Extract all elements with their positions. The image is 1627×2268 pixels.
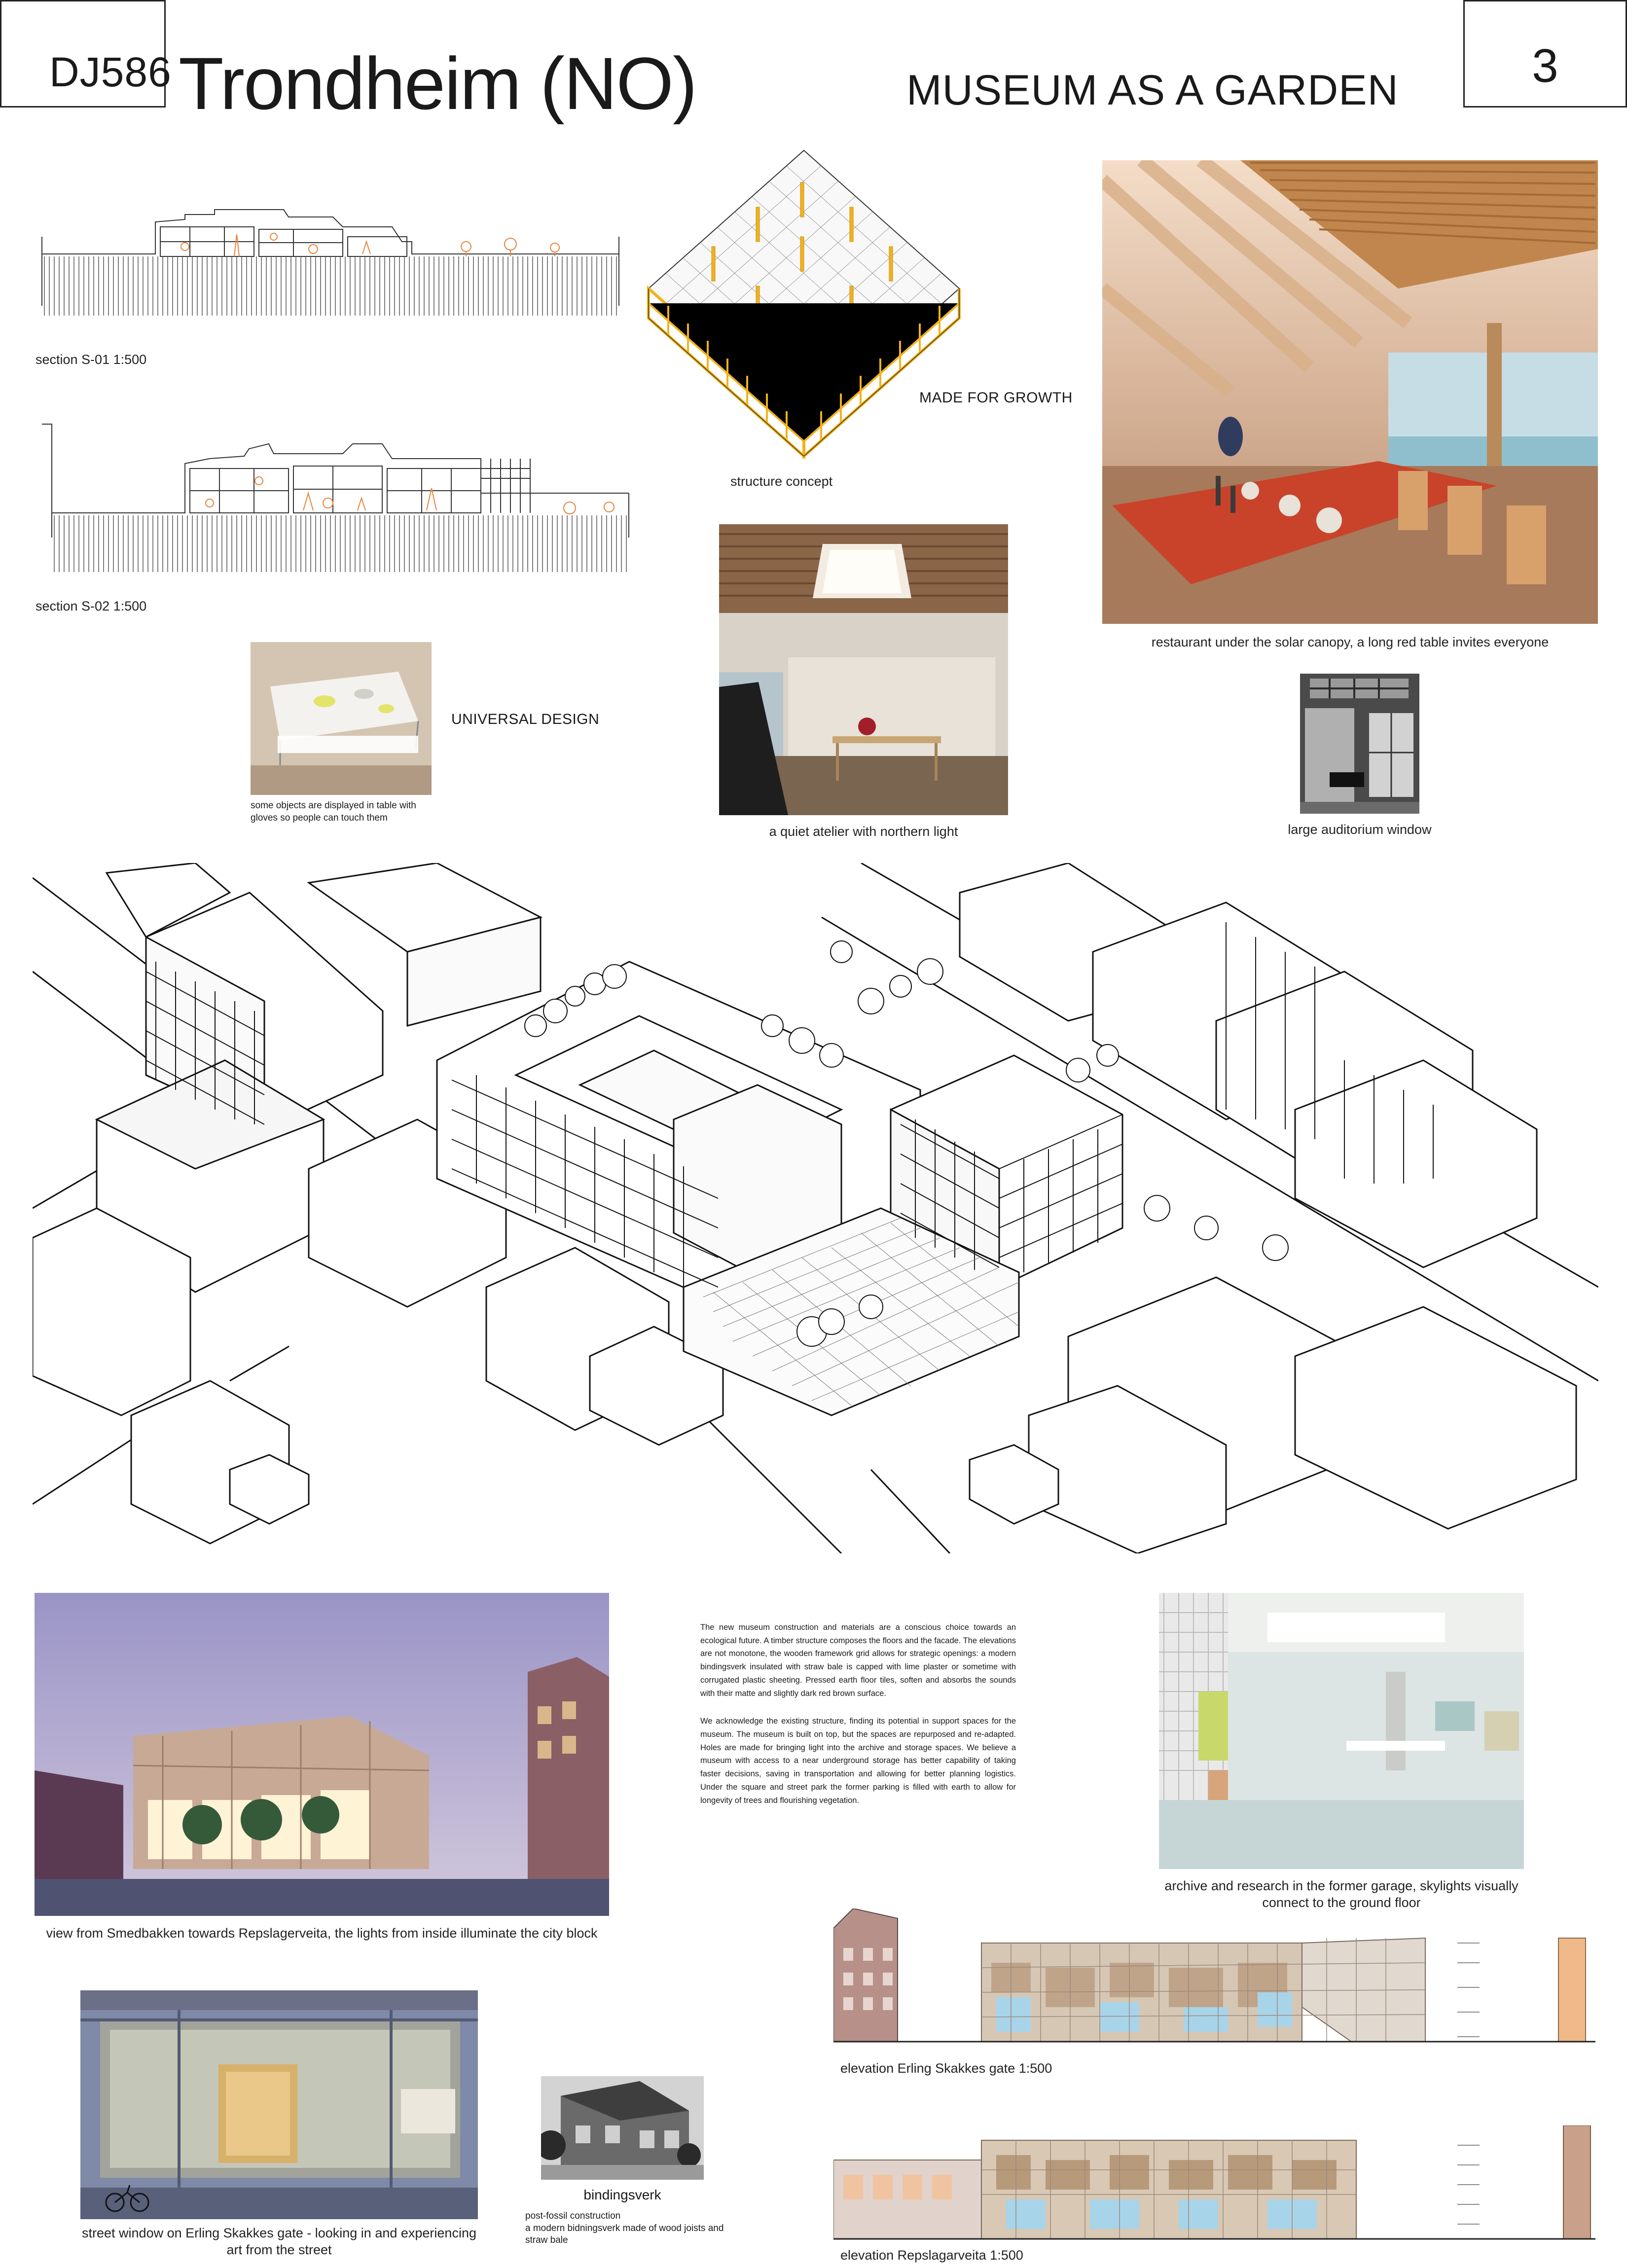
restaurant-render xyxy=(1102,160,1598,624)
street-window-render xyxy=(80,1990,478,2219)
project-title: MUSEUM AS A GARDEN xyxy=(906,67,1399,114)
page-title: Trondheim (NO) xyxy=(179,42,696,125)
structure-concept-caption: structure concept xyxy=(730,474,833,489)
gloves-table-caption: some objects are displayed in table with gloves so people can touch them xyxy=(251,800,416,823)
auditorium-caption: large auditorium window xyxy=(1288,822,1432,837)
bindingsverk-caption: post-fossil construction a modern bidningsverk made of wood joists and straw bale xyxy=(525,2211,724,2246)
bindingsverk-photo xyxy=(541,2076,704,2180)
smedbakken-night-render xyxy=(35,1593,609,1916)
section-s01-drawing xyxy=(37,207,621,318)
archive-caption: archive and research in the former garage, skylights visually connect to the ground floor xyxy=(1164,1878,1519,1910)
section-s01-caption: section S-01 1:500 xyxy=(36,352,147,367)
section-s02-caption: section S-02 1:500 xyxy=(36,599,147,613)
description-paragraph-1: The new museum construction and materials are a conscious choice towards an ecological future. A timber structure composes the floors and the facade. The elevations are not monotone, the wooden framework grid allows for strategic openings: a modern bindingsverk insulated with straw bale is capped with lime plaster or sometime with corrugated plastic sheeting. Pressed earth floor tiles, soften and absorbs the sounds with their matte and slightly dark red brown surface. xyxy=(700,1623,1016,1698)
elevation-erling-caption: elevation Erling Skakkes gate 1:500 xyxy=(840,2061,1052,2076)
street-window-caption: street window on Erling Skakkes gate - looking in and experiencing art from the street xyxy=(82,2226,476,2257)
page-number: 3 xyxy=(1532,39,1558,92)
project-description xyxy=(700,1621,1016,1822)
atelier-caption: a quiet atelier with northern light xyxy=(769,824,958,839)
elevation-repslagarveita-caption: elevation Repslagarveita 1:500 xyxy=(840,2248,1023,2263)
archive-render xyxy=(1159,1593,1524,1869)
smedbakken-caption: view from Smedbakken towards Repslagerveita, the lights from inside illuminate the city block xyxy=(46,1926,598,1941)
project-code: DJ586 xyxy=(49,49,172,95)
restaurant-caption: restaurant under the solar canopy, a long red table invites everyone xyxy=(1151,635,1549,649)
atelier-render xyxy=(719,524,1008,815)
section-s02-drawing xyxy=(37,419,639,577)
auditorium-photo xyxy=(1300,674,1419,814)
elevation-repslagarveita-drawing xyxy=(833,2125,1595,2244)
gloves-table-photo xyxy=(251,642,432,795)
description-paragraph-2: We acknowledge the existing structure, finding its potential in support spaces for the museum. The museum is built on top, but the spaces are repurposed and re-adapted. Holes are made for bringing light into the archive and storage spaces. We believe a museum with access to a near underground storage has better capability of taking faster decisions, saving in transportation and allowing for better planning logistics. Under the square and street park the former parking is filled with earth to allow for longevity of trees and flourishing vegetation. xyxy=(700,1717,1016,1805)
bindingsverk-title: bindingsverk xyxy=(583,2187,661,2202)
made-for-growth-label: MADE FOR GROWTH xyxy=(919,390,1073,406)
elevation-erling-skakkes-drawing xyxy=(833,1908,1595,2056)
site-axonometric-drawing xyxy=(33,863,1598,1553)
structure-concept-axonometric xyxy=(644,148,964,464)
universal-design-label: UNIVERSAL DESIGN xyxy=(451,711,600,727)
